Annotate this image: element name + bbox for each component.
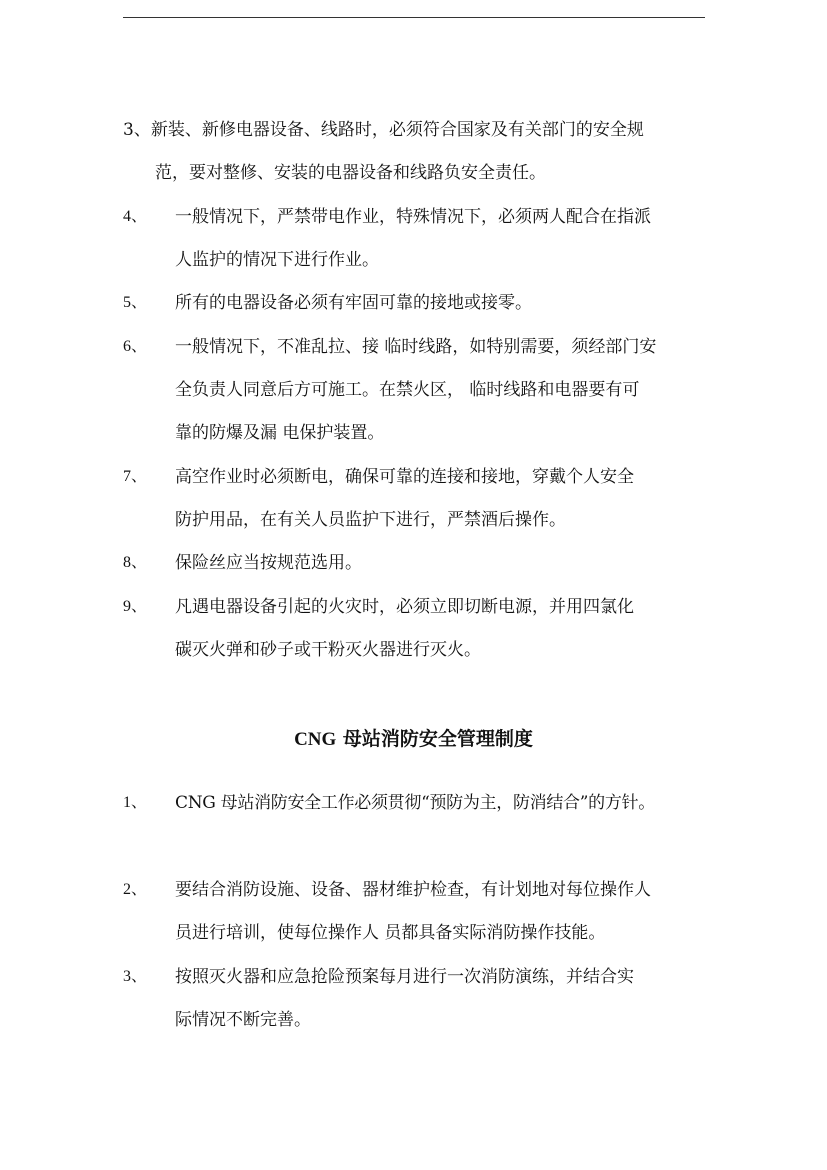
item-6-line-1: 一般情况下，不准乱拉、接 临时线路，如特别需要，须经部门安 xyxy=(175,337,657,357)
fire-item-2-line-1: 要结合消防设施、设备、器材维护检查，有计划地对每位操作人 xyxy=(175,880,651,900)
item-4-number: 4、 xyxy=(123,208,148,225)
item-8-line-1: 保险丝应当按规范选用。 xyxy=(175,553,362,573)
fire-item-1-number: 1、 xyxy=(123,794,148,811)
item-6-number: 6、 xyxy=(123,338,148,355)
fire-item-2-number: 2、 xyxy=(123,881,148,898)
item-3-line-1: 3、新装、新修电器设备、线路时，必须符合国家及有关部门的安全规 xyxy=(123,120,644,140)
fire-item-3-line-1: 按照灭火器和应急抢险预案每月进行一次消防演练，并结合实 xyxy=(175,967,634,987)
fire-item-1-line-1: CNG 母站消防安全工作必须贯彻“预防为主，防消结合”的方针。 xyxy=(175,793,655,813)
item-9-number: 9、 xyxy=(123,598,148,615)
item-5-line-1: 所有的电器设备必须有牢固可靠的接地或接零。 xyxy=(175,293,532,313)
item-5-number: 5、 xyxy=(123,294,148,311)
fire-item-2-line-2: 员进行培训，使每位操作人 员都具备实际消防操作技能。 xyxy=(175,923,606,943)
item-9-line-2: 碳灭火弹和砂子或干粉灭火器进行灭火。 xyxy=(175,640,481,660)
item-6-line-2: 全负责人同意后方可施工。在禁火区， 临时线路和电器要有可 xyxy=(175,380,640,400)
fire-item-3-number: 3、 xyxy=(123,968,148,985)
item-7-number: 7、 xyxy=(123,468,148,485)
item-8-number: 8、 xyxy=(123,554,148,571)
item-6-line-3: 靠的防爆及漏 电保护装置。 xyxy=(175,423,385,443)
item-7-line-2: 防护用品，在有关人员监护下进行，严禁酒后操作。 xyxy=(175,510,566,530)
fire-item-3-line-2: 际情况不断完善。 xyxy=(175,1010,311,1030)
item-4-line-1: 一般情况下，严禁带电作业，特殊情况下，必须两人配合在指派 xyxy=(175,207,651,227)
section-title-text: 母站消防安全管理制度 xyxy=(336,728,533,750)
item-3-line-2: 范，要对整修、安装的电器设备和线路负安全责任。 xyxy=(155,163,546,183)
header-rule xyxy=(123,17,705,18)
item-9-line-1: 凡遇电器设备引起的火灾时，必须立即切断电源，并用四氯化 xyxy=(175,597,634,617)
section-title-latin: CNG xyxy=(294,729,337,750)
item-7-line-1: 高空作业时必须断电，确保可靠的连接和接地，穿戴个人安全 xyxy=(175,467,634,487)
section-title xyxy=(0,727,827,752)
item-4-line-2: 人监护的情况下进行作业。 xyxy=(175,250,379,270)
